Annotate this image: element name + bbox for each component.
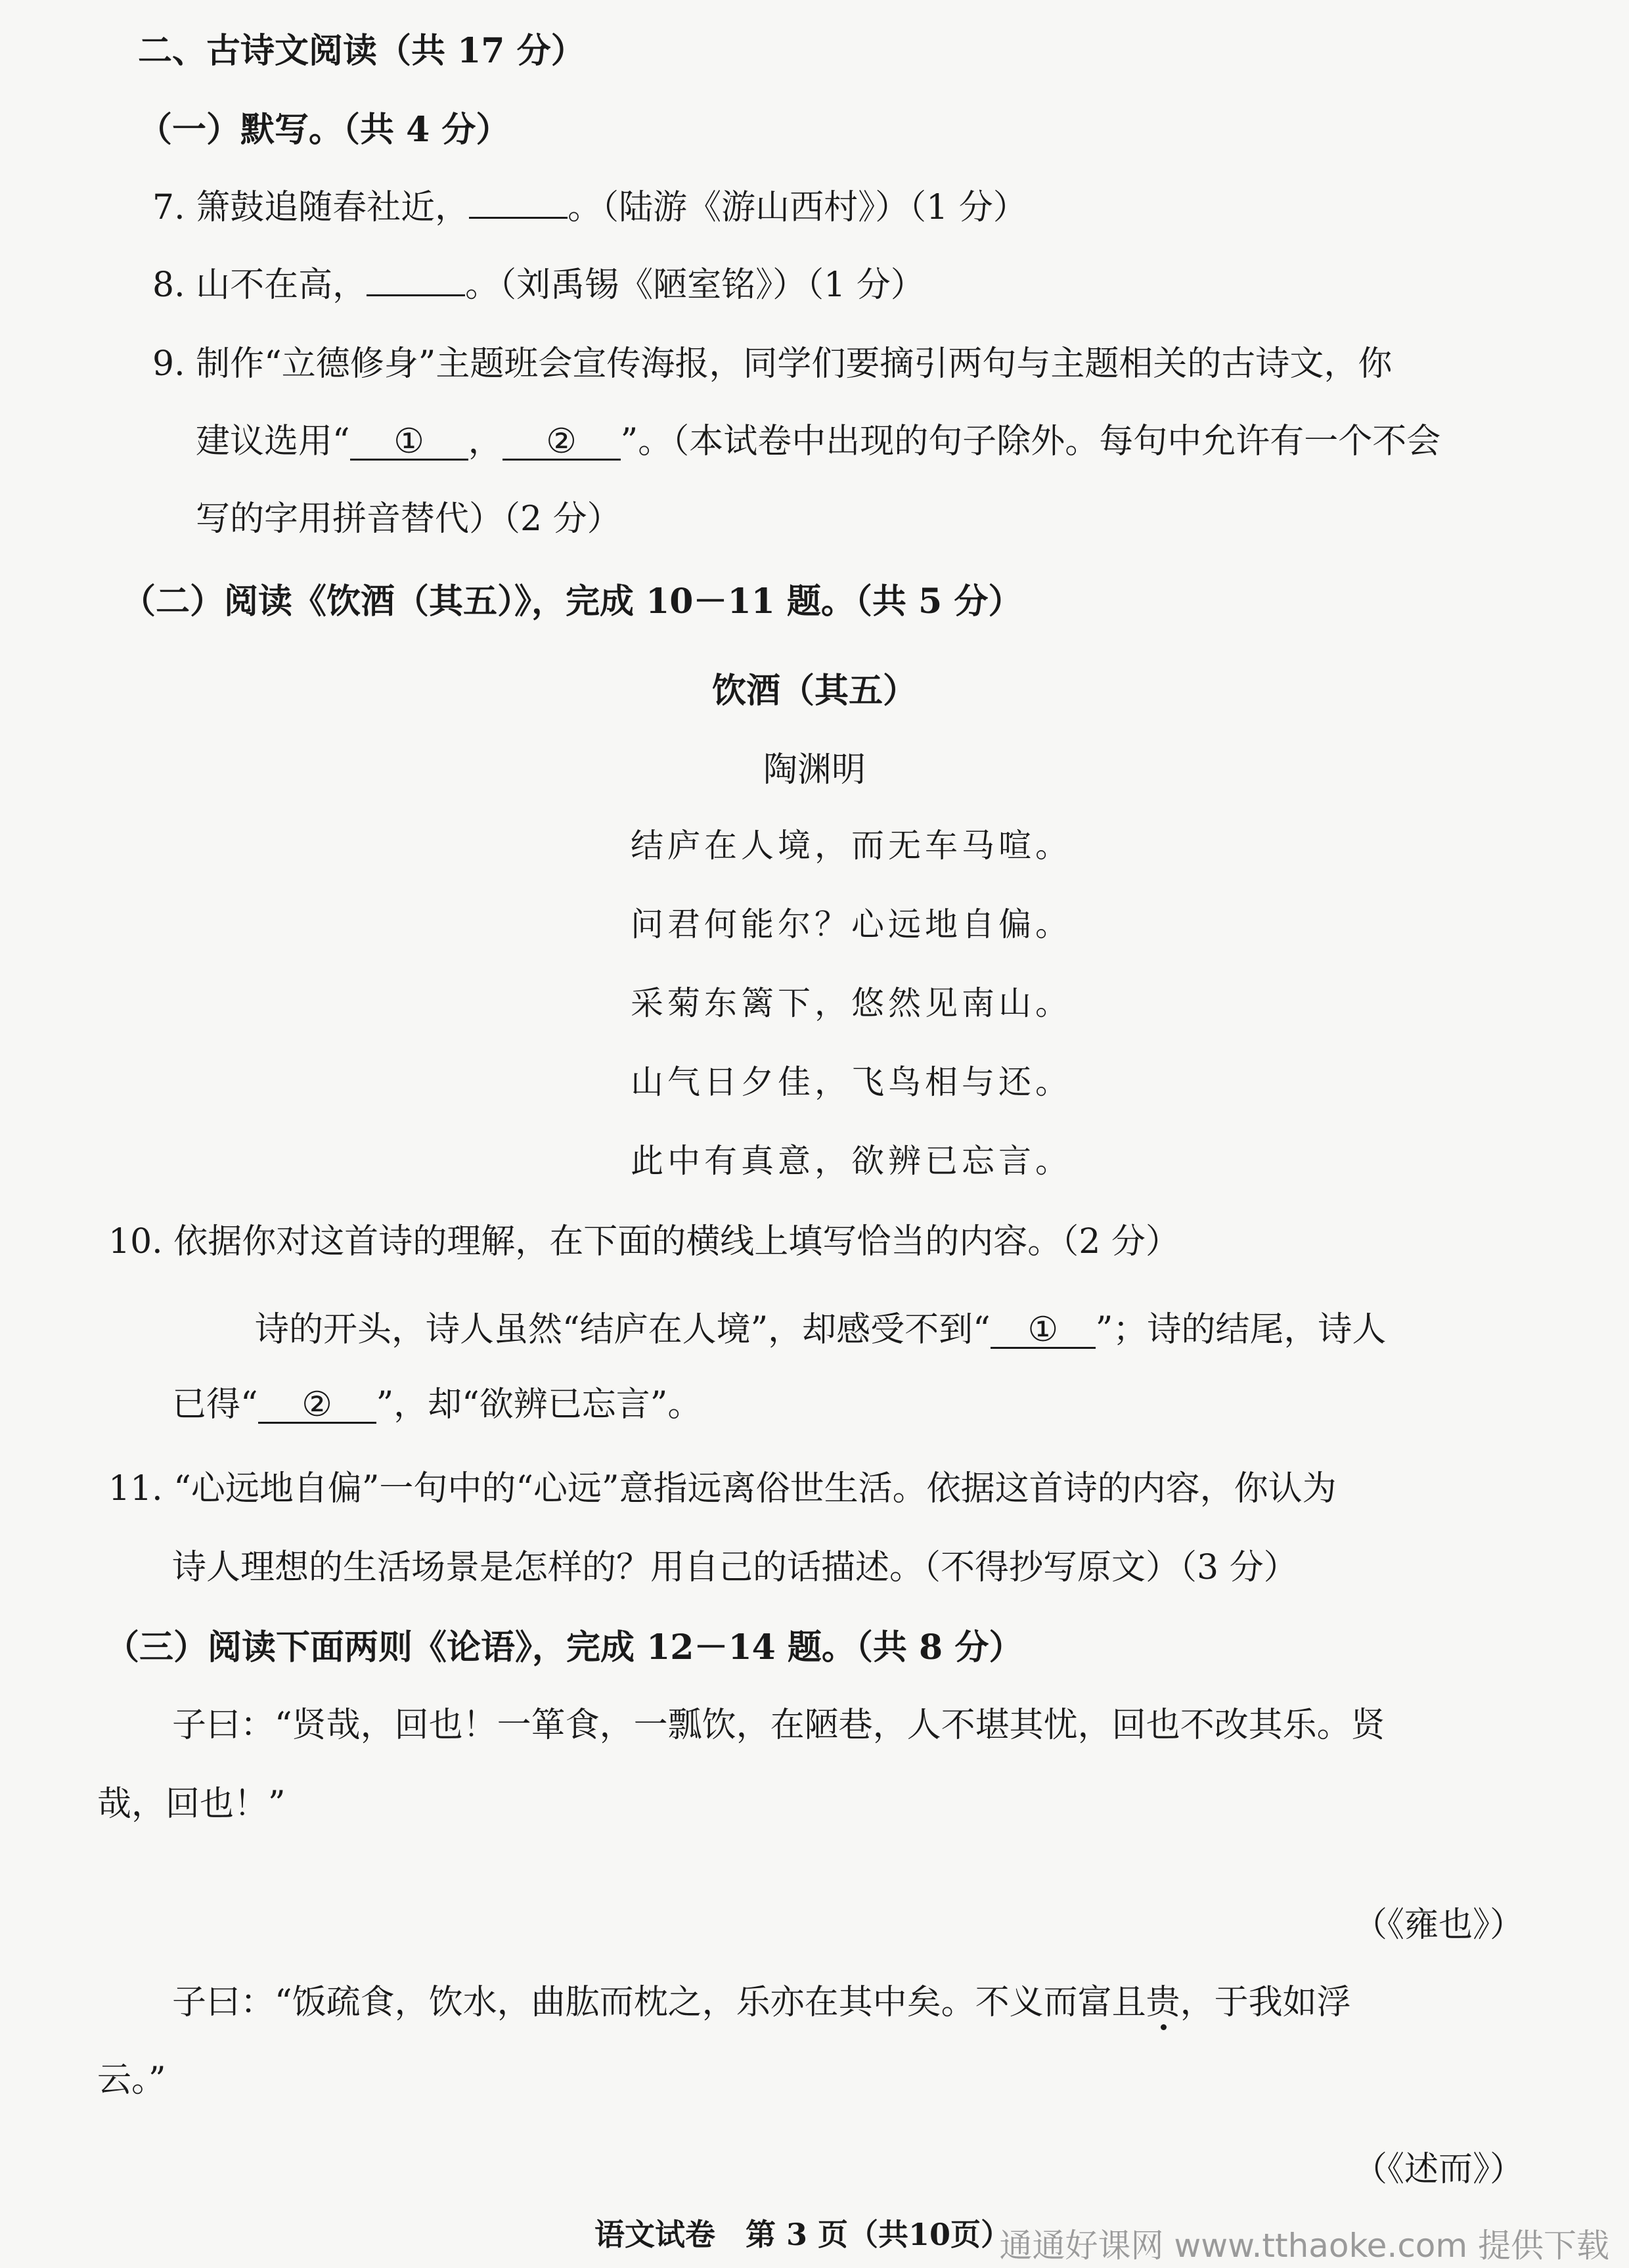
question-10-text: 依据你对这首诗的理解，在下面的横线上填写恰当的内容。（2 分）	[173, 1222, 1180, 1261]
question-8	[152, 265, 925, 305]
question-9-separator: ，	[468, 422, 502, 461]
poem-title: 饮酒（其五）	[711, 671, 917, 711]
question-10-blank-2[interactable]: ②	[258, 1388, 376, 1424]
question-8-prompt: 山不在高，	[196, 265, 367, 305]
poem-line: 问君何能尔？心远地自偏。	[631, 905, 1072, 943]
analects-quote-1-line-1: 子曰：“贤哉，回也！一箪食，一瓢饮，在陋巷，人不堪其忧，回也不改其乐。贤	[172, 1706, 1385, 1745]
question-7-prompt: 箫鼓追随春社近，	[196, 188, 470, 227]
question-8-source: 。（刘禹锡《陋室铭》）（1 分）	[465, 265, 925, 305]
question-10-line-2	[255, 1310, 1387, 1349]
question-9-blank-2[interactable]: ②	[502, 424, 621, 461]
question-10-line-1	[108, 1222, 1180, 1261]
question-9-lead: 建议选用“	[196, 422, 350, 461]
poem-author: 陶渊明	[763, 750, 866, 790]
analects-quote-2-line-1	[172, 1985, 1351, 2020]
question-7-answer-blank[interactable]	[469, 217, 568, 219]
analects-quote-2-text: 子曰：“饭疏食，饮水，曲肱而枕之，乐亦在其中矣。不义而富且	[172, 1983, 1146, 2022]
analects-quote-2-source: （《述而》）	[1353, 2150, 1525, 2189]
question-10-lead-2: 已得“	[172, 1385, 258, 1424]
question-10-line-3	[172, 1385, 702, 1424]
part3-heading: （三）阅读下面两则《论语》，完成 12－14 题。（共 8 分）	[105, 1627, 1023, 1667]
watermark: 通通好课网 www.tthaoke.com 提供下载	[999, 2227, 1609, 2265]
question-9-line-1	[152, 344, 1393, 384]
part2-heading: （二）阅读《饮酒（其五）》，完成 10－11 题。（共 5 分）	[122, 581, 1023, 622]
question-9-line-3: 写的字用拼音替代）（2 分）	[196, 499, 621, 539]
question-10-blank-1[interactable]: ①	[991, 1313, 1096, 1349]
question-9-number: 9.	[152, 344, 185, 384]
analects-quote-2-line-2: 云。”	[97, 2060, 166, 2100]
question-10-lead: 诗的开头，诗人虽然“结庐在人境”，却感受不到“	[255, 1310, 991, 1349]
analects-quote-1-line-2: 哉，回也！”	[97, 1784, 286, 1824]
question-10-continuation: ”；诗的结尾，诗人	[1095, 1310, 1387, 1349]
poem-line: 山气日夕佳，飞鸟相与还。	[631, 1063, 1072, 1101]
poem-line: 结庐在人境，而无车马喧。	[631, 827, 1072, 865]
page-footer: 语文试卷 第 3 页（共10页）	[594, 2217, 1012, 2252]
question-11-line-1	[108, 1469, 1337, 1508]
question-9-line-2	[196, 424, 1440, 461]
question-7-source: 。（陆游《游山西村》）（1 分）	[568, 188, 1027, 227]
question-11-number: 11.	[108, 1469, 163, 1508]
question-9-blank-1[interactable]: ①	[350, 424, 468, 461]
question-10-number: 10.	[108, 1222, 163, 1261]
question-7	[152, 188, 1027, 227]
section-title: 二、古诗文阅读（共 17 分）	[138, 31, 585, 71]
analects-quote-1-source: （《雍也》）	[1353, 1905, 1525, 1945]
analects-quote-2-text-end: ，于我如浮	[1180, 1983, 1351, 2022]
question-11-line-2: 诗人理想的生活场景是怎样的？用自己的话描述。（不得抄写原文）（3 分）	[172, 1548, 1298, 1587]
emphasis-dot-char: 贵	[1146, 1983, 1180, 2022]
part1-heading: （一）默写。（共 4 分）	[138, 110, 510, 150]
poem-line: 此中有真意，欲辨已忘言。	[631, 1142, 1072, 1180]
question-9-note: ”。（本试卷中出现的句子除外。每句中允许有一个不会	[620, 422, 1441, 461]
question-10-ending: ”，却“欲辨已忘言”。	[376, 1385, 702, 1424]
question-9-text: 制作“立德修身”主题班会宣传海报，同学们要摘引两句与主题相关的古诗文，你	[196, 344, 1393, 384]
question-11-text: “心远地自偏”一句中的“心远”意指远离俗世生活。依据这首诗的内容，你认为	[173, 1469, 1337, 1508]
question-7-number: 7.	[152, 188, 185, 227]
question-8-answer-blank[interactable]	[367, 294, 465, 296]
poem-line: 采菊东篱下，悠然见南山。	[631, 984, 1072, 1022]
question-8-number: 8.	[152, 265, 185, 305]
